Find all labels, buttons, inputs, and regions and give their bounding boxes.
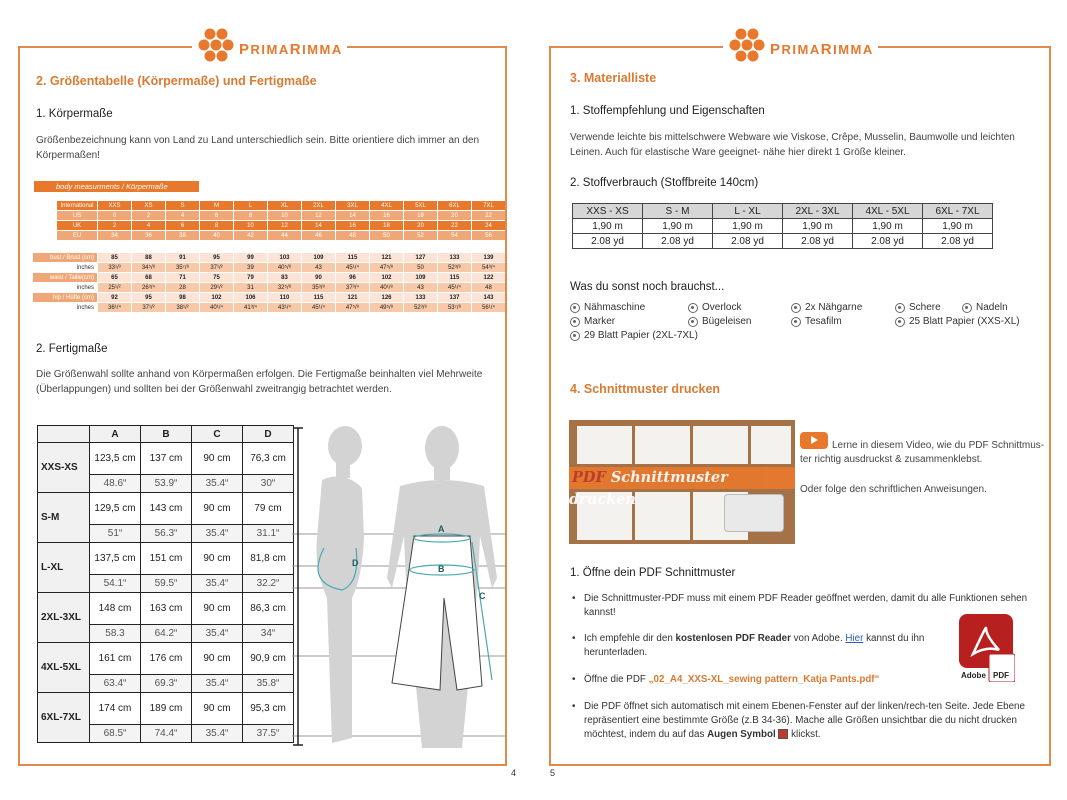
fabric-yards-cell: 2.08 yd	[783, 234, 853, 249]
size-header: 4XL	[370, 201, 403, 210]
measure-cell: 102	[370, 273, 403, 282]
measure-cell: 47⁵/⁸	[370, 263, 403, 272]
size-cell: 2	[132, 211, 165, 220]
measure-cell: 45¹/⁴	[336, 263, 369, 272]
measure-cell: 88	[132, 253, 165, 262]
measure-cell: 71	[166, 273, 199, 282]
measure-cell: 65	[98, 273, 131, 282]
cm-cell: 90 cm	[192, 643, 243, 675]
measure-cell: 41³/⁴	[234, 303, 267, 312]
cm-cell: 143 cm	[141, 493, 192, 525]
measure-cell: 137	[438, 293, 471, 302]
measure-cell: 37¹/²	[132, 303, 165, 312]
size-header: S	[166, 201, 199, 210]
cm-cell: 137 cm	[141, 443, 192, 475]
measure-cell: 133	[404, 293, 437, 302]
inch-cell: 56.3“	[141, 525, 192, 543]
cm-cell: 90 cm	[192, 493, 243, 525]
video-title-band: PDF Schnittmuster drucken	[569, 467, 795, 489]
size-cell: 14	[336, 211, 369, 220]
size-label: XXS-XS	[38, 443, 90, 493]
cm-cell: 137,5 cm	[90, 543, 141, 575]
body-measurement-table	[32, 252, 506, 313]
size-header: XS	[132, 201, 165, 210]
inch-cell: 64.2“	[141, 625, 192, 643]
cm-cell: 151 cm	[141, 543, 192, 575]
measure-cell: 40¹/⁴	[200, 303, 233, 312]
measure-cell: 28	[166, 283, 199, 292]
size-cell: 10	[234, 221, 267, 230]
brand-name: PRIMARIMMA	[239, 40, 343, 58]
section-title-size-chart: 2. Größentabelle (Körpermaße) und Fertigmaße	[36, 74, 317, 88]
size-cell: 8	[200, 221, 233, 230]
measure-cell: 96	[336, 273, 369, 282]
subsection-fabric-recommendation: 1. Stoffempfehlung und Eigenschaften	[570, 105, 765, 117]
finished-measurements-table	[37, 425, 294, 743]
size-row-label: UK	[57, 221, 97, 230]
measure-cell: 36¹/⁴	[98, 303, 131, 312]
inch-cell: 35.4“	[192, 725, 243, 743]
subsection-fabric-usage: 2. Stoffverbrauch (Stoffbreite 140cm)	[570, 177, 759, 189]
measure-cell: 52³/⁸	[404, 303, 437, 312]
svg-text:PDF: PDF	[993, 671, 1009, 680]
cm-cell: 76,3 cm	[243, 443, 294, 475]
flower-bullet-icon	[791, 303, 801, 313]
size-cell: 6	[166, 221, 199, 230]
size-cell: 22	[472, 211, 505, 220]
size-label: S-M	[38, 493, 90, 543]
inch-cell: 48.6“	[90, 475, 141, 493]
cm-cell: 81,8 cm	[243, 543, 294, 575]
measure-cell: 33¹/³	[98, 263, 131, 272]
fabric-meters-cell: 1,90 m	[923, 219, 993, 234]
measure-cell: 43¹/⁴	[268, 303, 301, 312]
size-cell: 20	[404, 221, 437, 230]
measure-cell: 99	[234, 253, 267, 262]
cm-cell: 86,3 cm	[243, 593, 294, 625]
cm-cell: 163 cm	[141, 593, 192, 625]
measure-cell: 50	[404, 263, 437, 272]
measure-cell: 45¹/⁴	[302, 303, 335, 312]
fabric-yards-cell: 2.08 yd	[573, 234, 643, 249]
instruction-bullet: • Öffne die PDF „02_A4_XXS-XL_sewing pattern_Katja Pants.pdf“	[572, 674, 880, 685]
flower-bullet-icon	[895, 303, 905, 313]
measure-cell: 43	[302, 263, 335, 272]
measure-cell: 34⁵/⁸	[132, 263, 165, 272]
fabric-yards-cell: 2.08 yd	[853, 234, 923, 249]
honeycomb-logo-icon	[727, 26, 767, 66]
size-cell: 48	[336, 231, 369, 240]
measure-cell: 115	[336, 253, 369, 262]
material-item: Overlock	[688, 302, 741, 313]
cm-cell: 189 cm	[141, 693, 192, 725]
material-item: 2x Nähgarne	[791, 302, 862, 313]
material-item: Schere	[895, 302, 941, 313]
honeycomb-logo-icon	[196, 26, 236, 66]
play-video-icon[interactable]	[800, 432, 828, 449]
size-header: 6XL	[438, 201, 471, 210]
label-d: D	[352, 558, 359, 568]
brand-name: PRIMARIMMA	[770, 40, 874, 58]
material-item: Nadeln	[962, 302, 1008, 313]
body-measurement-note: Größenbezeichnung kann von Land zu Land unterschiedlich sein. Bitte orientiere dich immer an den Körpermaßen!	[36, 135, 480, 161]
size-cell: 40	[200, 231, 233, 240]
download-adobe-link[interactable]: Hier	[845, 633, 864, 644]
measure-cell: 95	[132, 293, 165, 302]
fabric-meters-cell: 1,90 m	[573, 219, 643, 234]
material-item: Tesafilm	[791, 316, 842, 327]
size-cell: 46	[302, 231, 335, 240]
flower-bullet-icon	[688, 317, 698, 327]
size-header: 5XL	[404, 201, 437, 210]
measure-cell: 83	[268, 273, 301, 282]
cm-cell: 148 cm	[90, 593, 141, 625]
size-label: L-XL	[38, 543, 90, 593]
size-label: 2XL-3XL	[38, 593, 90, 643]
cm-cell: 174 cm	[90, 693, 141, 725]
instruction-bullet: • Die Schnittmuster-PDF muss mit einem PDF Reader geöffnet werden, damit du alle Funktionen sehen kannst!	[572, 593, 1028, 618]
measure-cell: 47⁵/⁸	[336, 303, 369, 312]
size-header: XL	[268, 201, 301, 210]
fabric-size-header: 2XL - 3XL	[783, 204, 853, 219]
size-cell: 34	[98, 231, 131, 240]
section-title-print-pattern: 4. Schnittmuster drucken	[570, 382, 721, 396]
measure-cell: 115	[438, 273, 471, 282]
material-item: 25 Blatt Papier (XXS-XL)	[895, 316, 1020, 327]
fabric-yards-cell: 2.08 yd	[713, 234, 783, 249]
cm-cell: 129,5 cm	[90, 493, 141, 525]
alternative-instructions-note: Oder folge den schriftlichen Anweisungen.	[800, 484, 987, 495]
size-cell: 10	[268, 211, 301, 220]
step1-title: 1. Öffne dein PDF Schnittmuster	[570, 567, 736, 579]
measure-cell: 29¹/²	[200, 283, 233, 292]
size-cell: 2	[98, 221, 131, 230]
material-item: Nähmaschine	[570, 302, 645, 313]
measure-cell: 35³/⁸	[302, 283, 335, 292]
size-header: 2XL	[302, 201, 335, 210]
inch-cell: 63.4“	[90, 675, 141, 693]
adobe-pdf-icon	[959, 614, 1015, 682]
measure-cell: 32⁵/⁸	[268, 283, 301, 292]
page-number: 4	[511, 768, 517, 778]
measure-cell: 103	[268, 253, 301, 262]
measure-cell: 92	[98, 293, 131, 302]
measure-cell: 56¹/⁴	[472, 303, 505, 312]
measure-cell: 39	[234, 263, 267, 272]
fabric-recommendation-text: Verwende leichte bis mittelschwere Webware wie Viskose, Crêpe, Musselin, Baumwolle und leichten Leinen. Auch für elastische Ware geeignet- nähe hier direkt 1 Größe kleiner.	[570, 132, 1015, 158]
size-header: 7XL	[472, 201, 505, 210]
inch-cell: 34“	[243, 625, 294, 643]
extras-title: Was du sonst noch brauchst...	[570, 281, 725, 293]
video-thumbnail[interactable]	[569, 420, 795, 544]
pdf-filename: „02_A4_XXS-XL_sewing pattern_Katja Pants.pdf“	[648, 674, 880, 685]
inch-cell: 35.4“	[192, 675, 243, 693]
measure-cell: 79	[234, 273, 267, 282]
fabric-size-header: L - XL	[713, 204, 783, 219]
size-cell: 20	[438, 211, 471, 220]
video-description: Lerne in diesem Video, wie du PDF Schnittmus-ter richtig ausdruckst & zusammenklebst.	[800, 440, 1045, 465]
measure-cell: 109	[404, 273, 437, 282]
inch-cell: 58.3	[90, 625, 141, 643]
label-c: C	[479, 591, 486, 601]
flower-bullet-icon	[895, 317, 905, 327]
page-left	[0, 0, 520, 800]
measure-cell: 98	[166, 293, 199, 302]
size-cell: 16	[370, 211, 403, 220]
inch-cell: 37.5“	[243, 725, 294, 743]
measure-cell: 52³/⁸	[438, 263, 471, 272]
inch-cell: 53.9“	[141, 475, 192, 493]
size-cell: 16	[336, 221, 369, 230]
size-row-label: EU	[57, 231, 97, 240]
measure-cell: 139	[472, 253, 505, 262]
measure-cell: 109	[302, 253, 335, 262]
size-cell: 38	[166, 231, 199, 240]
material-item: 29 Blatt Papier (2XL-7XL)	[570, 330, 698, 341]
cm-cell: 176 cm	[141, 643, 192, 675]
instruction-bullet: • Ich empfehle dir den kostenlosen PDF Reader von Adobe. Hier kannst du ihn herunterladen.	[572, 633, 925, 658]
fabric-usage-table	[572, 203, 993, 249]
measure-cell: 106	[234, 293, 267, 302]
measure-cell: 26³/⁴	[132, 283, 165, 292]
size-cell: 50	[370, 231, 403, 240]
label-a: A	[438, 524, 445, 534]
measure-cell: 43	[404, 283, 437, 292]
measure-cell: 49⁵/⁸	[370, 303, 403, 312]
inch-cell: 68.5“	[90, 725, 141, 743]
cm-cell: 123,5 cm	[90, 443, 141, 475]
measure-cell: 126	[370, 293, 403, 302]
measure-cell: 40¹/⁸	[370, 283, 403, 292]
measure-cell: 38¹/²	[166, 303, 199, 312]
measure-cell: 48	[472, 283, 505, 292]
cm-cell: 90,9 cm	[243, 643, 294, 675]
size-cell: 42	[234, 231, 267, 240]
flower-bullet-icon	[962, 303, 972, 313]
measure-cell: 35⁷/⁸	[166, 263, 199, 272]
cm-cell: 95,3 cm	[243, 693, 294, 725]
inch-cell: 35.4“	[192, 575, 243, 593]
inch-cell: 30“	[243, 475, 294, 493]
column-header: A	[90, 426, 141, 443]
inch-cell: 35.4“	[192, 625, 243, 643]
size-header: M	[200, 201, 233, 210]
fabric-size-header: S - M	[643, 204, 713, 219]
size-header: 3XL	[336, 201, 369, 210]
size-cell: 12	[302, 211, 335, 220]
measure-row-label: inches	[33, 283, 97, 292]
subsection-body-measurements: 1. Körpermaße	[36, 108, 113, 120]
measure-row-label: bust / Brust (cm)	[33, 253, 97, 262]
fabric-size-header: 6XL - 7XL	[923, 204, 993, 219]
measure-cell: 40⁵/⁸	[268, 263, 301, 272]
page-number: 5	[550, 768, 556, 778]
size-label: 6XL-7XL	[38, 693, 90, 743]
measure-cell: 102	[200, 293, 233, 302]
subsection-finished-measurements: 2. Fertigmaße	[36, 343, 108, 355]
measure-row-label: inches	[33, 303, 97, 312]
table-row	[38, 443, 294, 475]
column-header: B	[141, 426, 192, 443]
inch-cell: 69.3“	[141, 675, 192, 693]
measure-cell: 90	[302, 273, 335, 282]
measure-cell: 115	[302, 293, 335, 302]
measure-cell: 133	[438, 253, 471, 262]
measure-cell: 121	[370, 253, 403, 262]
brand-logo	[723, 26, 878, 66]
body-figure-diagram	[292, 418, 507, 753]
size-cell: 4	[166, 211, 199, 220]
measure-row-label: inches	[33, 263, 97, 272]
size-cell: 36	[132, 231, 165, 240]
fabric-yards-cell: 2.08 yd	[643, 234, 713, 249]
measure-cell: 25¹/²	[98, 283, 131, 292]
measure-cell: 127	[404, 253, 437, 262]
size-header: XXS	[98, 201, 131, 210]
size-cell: 14	[302, 221, 335, 230]
inch-cell: 31.1“	[243, 525, 294, 543]
size-cell: 24	[472, 221, 505, 230]
svg-text:Adobe: Adobe	[961, 671, 986, 680]
measure-cell: 53⁷/⁸	[438, 303, 471, 312]
fabric-size-header: 4XL - 5XL	[853, 204, 923, 219]
eye-symbol-icon	[778, 729, 788, 739]
size-cell: 54	[438, 231, 471, 240]
flower-bullet-icon	[791, 317, 801, 327]
fabric-size-header: XXS - XS	[573, 204, 643, 219]
material-item: Marker	[570, 316, 615, 327]
size-cell: 8	[234, 211, 267, 220]
fabric-meters-cell: 1,90 m	[853, 219, 923, 234]
flower-bullet-icon	[570, 303, 580, 313]
body-table-title: body measurments / Körpermaße	[34, 181, 199, 192]
flower-bullet-icon	[570, 331, 580, 341]
fabric-yards-cell: 2.08 yd	[923, 234, 993, 249]
measure-cell: 91	[166, 253, 199, 262]
column-header: C	[192, 426, 243, 443]
table-row	[38, 643, 294, 675]
brand-logo	[192, 26, 347, 66]
printer-image	[724, 494, 784, 532]
inch-cell: 35.8“	[243, 675, 294, 693]
size-row-label: US	[57, 211, 97, 220]
size-header-label: International	[57, 201, 97, 210]
material-item: Bügeleisen	[688, 316, 751, 327]
measure-cell: 110	[268, 293, 301, 302]
measure-cell: 54³/⁴	[472, 263, 505, 272]
international-size-table	[56, 200, 506, 241]
measure-row-label: waist / Taille(cm)	[33, 273, 97, 282]
size-cell: 0	[98, 211, 131, 220]
size-cell: 12	[268, 221, 301, 230]
size-header: L	[234, 201, 267, 210]
table-row	[38, 593, 294, 625]
table-row	[38, 543, 294, 575]
size-cell: 18	[370, 221, 403, 230]
size-cell: 22	[438, 221, 471, 230]
table-row	[38, 693, 294, 725]
column-header: D	[243, 426, 294, 443]
fabric-meters-cell: 1,90 m	[643, 219, 713, 234]
table-row	[38, 493, 294, 525]
measure-cell: 37¹/²	[200, 263, 233, 272]
fabric-meters-cell: 1,90 m	[783, 219, 853, 234]
inch-cell: 51“	[90, 525, 141, 543]
cm-cell: 90 cm	[192, 543, 243, 575]
fabric-meters-cell: 1,90 m	[713, 219, 783, 234]
size-cell: 56	[472, 231, 505, 240]
inch-cell: 74.4“	[141, 725, 192, 743]
measure-cell: 143	[472, 293, 505, 302]
cm-cell: 90 cm	[192, 593, 243, 625]
measure-cell: 85	[98, 253, 131, 262]
cm-cell: 161 cm	[90, 643, 141, 675]
size-cell: 6	[200, 211, 233, 220]
size-cell: 18	[404, 211, 437, 220]
inch-cell: 54.1“	[90, 575, 141, 593]
flower-bullet-icon	[688, 303, 698, 313]
size-cell: 44	[268, 231, 301, 240]
flower-bullet-icon	[570, 317, 580, 327]
size-label: 4XL-5XL	[38, 643, 90, 693]
cm-cell: 90 cm	[192, 443, 243, 475]
label-b: B	[438, 564, 445, 574]
inch-cell: 59.5“	[141, 575, 192, 593]
instruction-bullet: • Die PDF öffnet sich automatisch mit einem Ebenen-Fenster auf der linken/rech-ten Seite. Jede Ebene repräsentiert eine bestimmte Größe (z.B 34-36). Mache alle Größen unsichtbar die du nicht drucken möchtest, indem du auf das Augen Symbol klickst.	[572, 701, 1025, 740]
finished-measurement-note: Die Größenwahl sollte anhand von Körpermaßen erfolgen. Die Fertigmaße beinhalten viel Mehrweite (Überlappungen) und sollten bei der Größenwahl zweitrangig betrachtet werden.	[36, 369, 483, 395]
inch-cell: 32.2“	[243, 575, 294, 593]
section-title-materials: 3. Materialliste	[570, 71, 657, 85]
inch-cell: 35.4“	[192, 525, 243, 543]
measure-cell: 121	[336, 293, 369, 302]
cm-cell: 79 cm	[243, 493, 294, 525]
measure-cell: 122	[472, 273, 505, 282]
side-silhouette	[316, 426, 364, 743]
measure-cell: 31	[234, 283, 267, 292]
inch-cell: 35.4“	[192, 475, 243, 493]
measure-row-label: hip / Hüfte (cm)	[33, 293, 97, 302]
cm-cell: 90 cm	[192, 693, 243, 725]
measure-cell: 75	[200, 273, 233, 282]
measure-cell: 45¹/⁴	[438, 283, 471, 292]
measure-cell: 68	[132, 273, 165, 282]
size-cell: 52	[404, 231, 437, 240]
size-cell: 4	[132, 221, 165, 230]
measure-cell: 95	[200, 253, 233, 262]
measure-cell: 37³/⁴	[336, 283, 369, 292]
corner-cell	[38, 426, 90, 443]
